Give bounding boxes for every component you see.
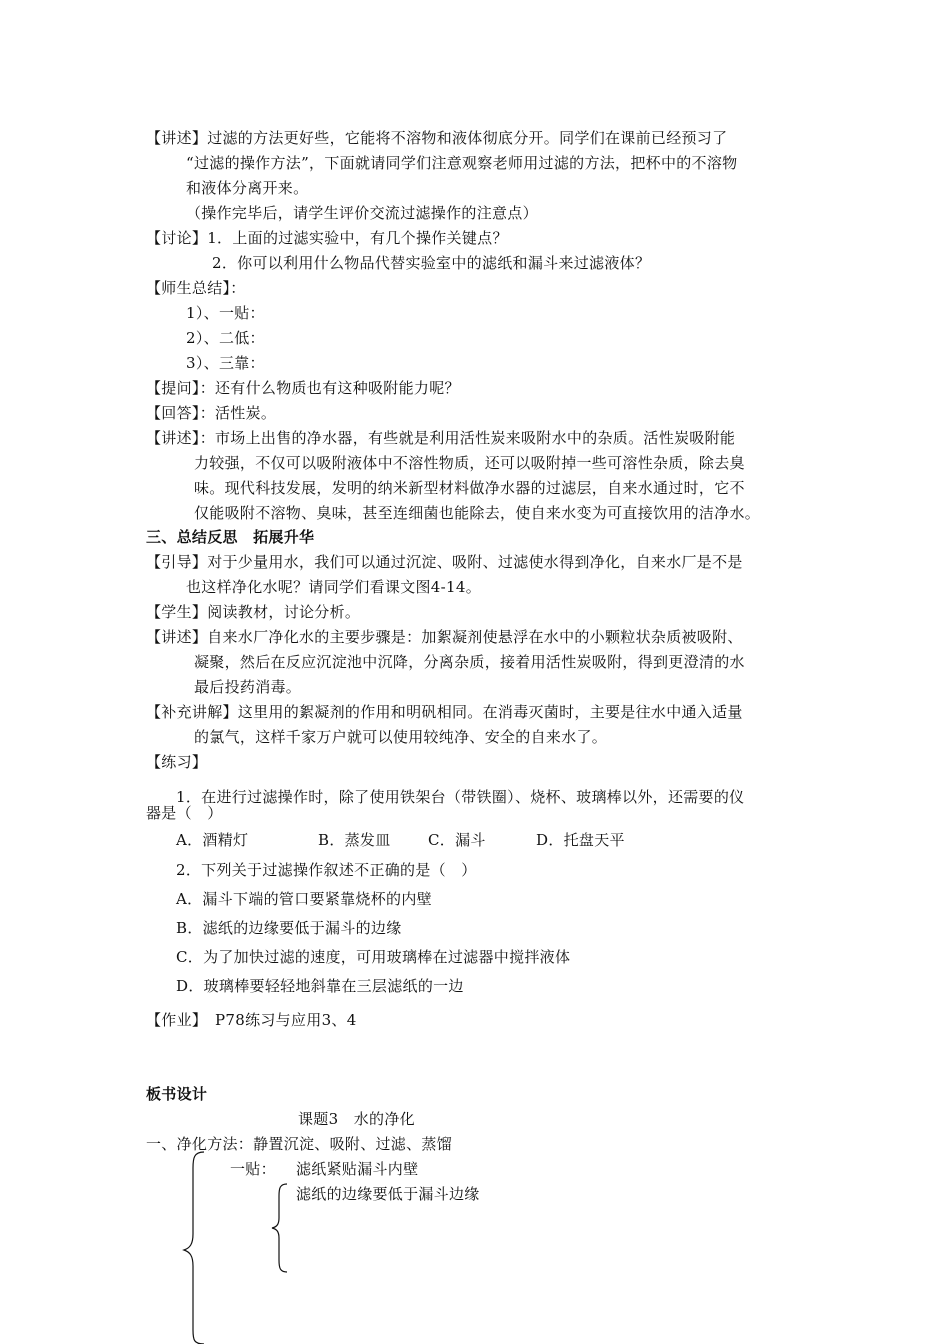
lianxi-title: 【练习】	[146, 753, 208, 771]
banshu-title: 板书设计	[146, 1085, 208, 1103]
taolun-line2: 2．你可以利用什么物品代替实验室中的滤纸和漏斗来过滤液体？	[212, 254, 651, 272]
yindao-line2: 也这样净化水呢？请同学们看课文图4-14。	[186, 578, 482, 596]
tiwen: 【提问】：还有什么物质也有这种吸附能力呢？	[146, 379, 460, 397]
zongjie-title: 【师生总结】：	[146, 279, 246, 297]
yindao-line1: 【引导】对于少量用水，我们可以通过沉淀、吸附、过滤使水得到净化，自来水厂是不是	[146, 553, 743, 571]
banshu-yitie-text: 滤纸紧贴漏斗内壁	[296, 1160, 419, 1178]
huida: 【回答】：活性炭。	[146, 404, 277, 422]
large-curly-brace-icon	[180, 1150, 220, 1344]
q1-line1: 1．在进行过滤操作时，除了使用铁架台（带铁圈）、烧杯、玻璃棒以外，还需要的仪	[176, 788, 745, 806]
q1-option-a: A．酒精灯	[176, 831, 249, 849]
jiangshu1-line4: （操作完毕后，请学生评价交流过滤操作的注意点）	[186, 204, 538, 222]
jiangshu2-line3: 味。现代科技发展，发明的纳米新型材料做净水器的过滤层，自来水通过时，它不	[194, 479, 745, 497]
banshu-method: 一、净化方法：静置沉淀、吸附、过滤、蒸馏	[146, 1135, 453, 1153]
taolun-line1: 【讨论】1．上面的过滤实验中，有几个操作关键点？	[146, 229, 508, 247]
jiangshu2-line4: 仅能吸附不溶物、臭味，甚至连细菌也能除去，使自来水变为可直接饮用的洁净水。	[194, 504, 761, 522]
zongjie-item2: 2）、二低：	[186, 329, 265, 347]
banshu-yitie-label: 一贴：	[230, 1160, 276, 1178]
xuesheng: 【学生】阅读教材，讨论分析。	[146, 603, 361, 621]
jiangshu1-line2: “过滤的操作方法”，下面就请同学们注意观察老师用过滤的方法，把杯中的不溶物	[186, 154, 738, 172]
zongjie-item1: 1）、一贴：	[186, 304, 265, 322]
zongjie-item3: 3）、三靠：	[186, 354, 265, 372]
banshu-subtitle: 课题3 水的净化	[298, 1110, 415, 1128]
jiangshu1-line3: 和液体分离开来。	[186, 179, 309, 197]
q2-option-c: C．为了加快过滤的速度，可用玻璃棒在过滤器中搅拌液体	[176, 948, 571, 966]
jiangshu2-line1: 【讲述】：市场上出售的净水器，有些就是利用活性炭来吸附水中的杂质。活性炭吸附能	[146, 429, 736, 447]
q1-line2: 器是（ ）	[146, 804, 223, 822]
zuoye: 【作业】 P78练习与应用3、4	[146, 1011, 357, 1029]
jiangshu3-line3: 最后投药消毒。	[194, 678, 302, 696]
jiangshu1-line1: 【讲述】过滤的方法更好些，它能将不溶物和液体彻底分开。同学们在课前已经预习了	[146, 129, 728, 147]
jiangshu3-line1: 【讲述】自来水厂净化水的主要步骤是：加絮凝剂使悬浮在水中的小颗粒状杂质被吸附、	[146, 628, 743, 646]
banshu-erdi-text: 滤纸的边缘要低于漏斗边缘	[296, 1185, 480, 1203]
jiangshu3-line2: 凝聚，然后在反应沉淀池中沉降，分离杂质，接着用活性炭吸附，得到更澄清的水	[194, 653, 745, 671]
buchong-line2: 的氯气，这样千家万户就可以使用较纯净、安全的自来水了。	[194, 728, 608, 746]
section3-heading: 三、总结反思 拓展升华	[146, 528, 315, 546]
buchong-line1: 【补充讲解】这里用的絮凝剂的作用和明矾相同。在消毒灭菌时，主要是往水中通入适量	[146, 703, 743, 721]
q1-option-d: D．托盘天平	[536, 831, 625, 849]
q1-option-b: B．蒸发皿	[318, 831, 391, 849]
q2-option-b: B．滤纸的边缘要低于漏斗的边缘	[176, 919, 402, 937]
q2-stem: 2．下列关于过滤操作叙述不正确的是（ ）	[176, 861, 477, 879]
q2-option-a: A．漏斗下端的管口要紧靠烧杯的内壁	[176, 890, 432, 908]
q1-option-c: C．漏斗	[428, 831, 486, 849]
q2-option-d: D．玻璃棒要轻轻地斜靠在三层滤纸的一边	[176, 977, 464, 995]
jiangshu2-line2: 力较强，不仅可以吸附液体中不溶性物质，还可以吸附掉一些可溶性杂质，除去臭	[194, 454, 745, 472]
small-curly-brace-icon	[268, 1180, 292, 1274]
